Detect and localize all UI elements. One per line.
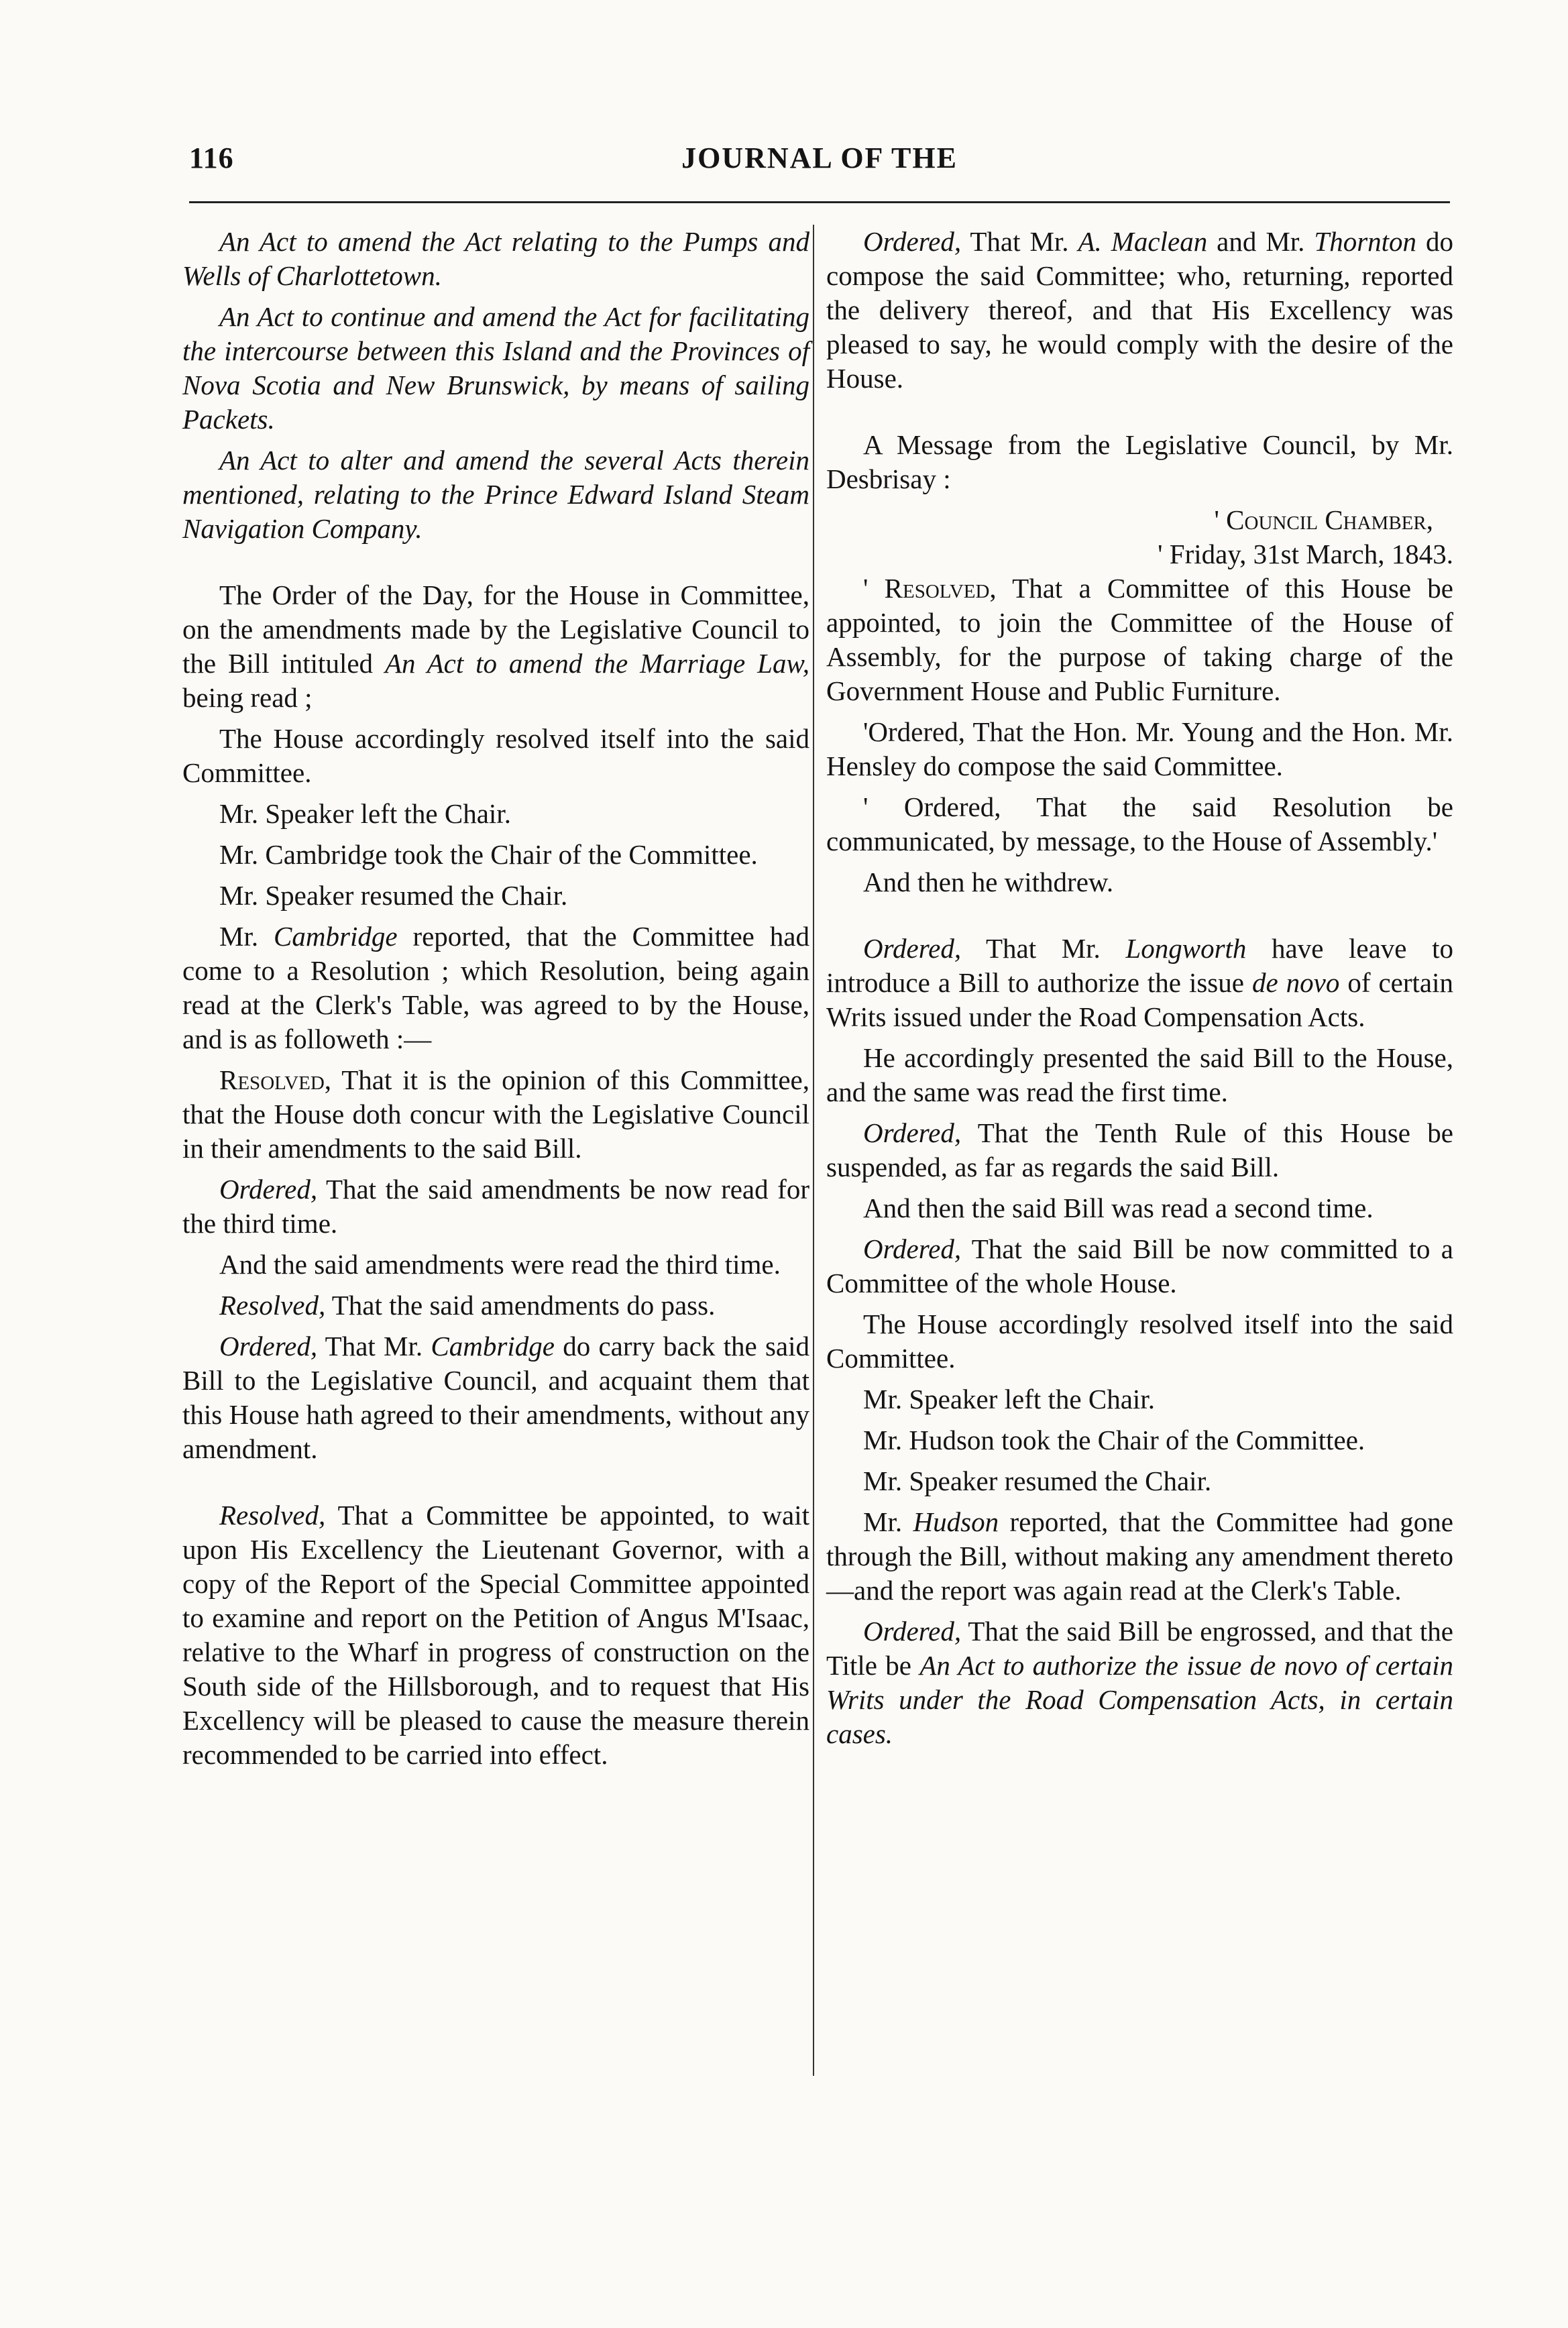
- left-column: [182, 225, 809, 1779]
- ordered-maclean-thornton: Ordered, That Mr. A. Maclean and Mr. Thornton do compose the said Committee; who, returning, reported the delivery thereof, and that His Excellency was pleased to say, he would comply with the desire of the House.: [826, 226, 1454, 394]
- ordered-longworth-bill: Ordered, That Mr. Longworth have leave to introduce a Bill to authorize the issue de novo of certain Writs issued under the Road Compensation Acts.: [826, 933, 1453, 1032]
- cambridge-took-chair: Mr. Cambridge took the Chair of the Committee.: [219, 839, 758, 870]
- ordered-tenth-rule-suspended: Ordered, That the Tenth Rule of this House be suspended, as far as regards the said Bill.: [826, 1117, 1453, 1182]
- hudson-reported: Mr. Hudson reported, that the Committee had gone through the Bill, without making any amendment thereto—and the report was again read at the Clerk's Table.: [826, 1506, 1453, 1606]
- messenger-withdrew: And then he withdrew.: [863, 867, 1114, 897]
- amendments-read-third-time: And the said amendments were read the third time.: [219, 1249, 781, 1280]
- council-resolution: ' Resolved, That a Committee of this House be appointed, to join the Committee of the House of Assembly, for the purpose of taking charge of the Government House and Public Furniture.: [826, 573, 1454, 706]
- ordered-bill-engrossed: Ordered, That the said Bill be engrossed, and that the Title be An Act to authorize the issue de novo of certain Writs under the Road Compensation Acts, in certain cases.: [826, 1616, 1453, 1749]
- act-title-steam-navigation: An Act to alter and amend the several Acts therein mentioned, relating to the Prince Edward Island Steam Navigation Company.: [182, 445, 809, 544]
- page-number: 116: [189, 142, 234, 174]
- column-divider: [813, 225, 814, 2076]
- page-header: [189, 141, 1450, 188]
- bill-read-second-time: And then the said Bill was read a second time.: [863, 1193, 1374, 1223]
- council-chamber-heading: ' Council Chamber,: [1214, 504, 1433, 535]
- resolved-amendments-pass: Resolved, That the said amendments do pass.: [219, 1290, 716, 1321]
- header-rule: [189, 201, 1450, 203]
- ordered-committed-whole-house: Ordered, That the said Bill be now committed to a Committee of the whole House.: [826, 1233, 1453, 1298]
- council-message-intro: A Message from the Legislative Council, by Mr. Desbrisay :: [826, 429, 1453, 494]
- act-title-pumps-wells: An Act to amend the Act relating to the Pumps and Wells of Charlottetown.: [182, 226, 809, 291]
- bill-read-first-time: He accordingly presented the said Bill to the House, and the same was read the first time.: [826, 1042, 1453, 1107]
- hudson-took-chair: Mr. Hudson took the Chair of the Committee.: [863, 1425, 1365, 1455]
- house-resolved-into-committee-2: The House accordingly resolved itself into the said Committee.: [826, 1309, 1453, 1374]
- house-resolved-into-committee: The House accordingly resolved itself into the said Committee.: [182, 723, 809, 788]
- council-ordered-communicate: ' Ordered, That the said Resolution be communicated, by message, to the House of Assembly.': [826, 791, 1453, 856]
- cambridge-reported: Mr. Cambridge reported, that the Committee had come to a Resolution ; which Resolution, being again read at the Clerk's Table, was agreed to by the House, and is as followeth :—: [182, 921, 809, 1054]
- speaker-resumed-chair-2: Mr. Speaker resumed the Chair.: [863, 1465, 1212, 1496]
- resolved-wharf-committee: Resolved, That a Committee be appointed, to wait upon His Excellency the Lieutenant Governor, with a copy of the Report of the Special Committee appointed to examine and report on the Petition of Angus M'Isaac, relative to the Wharf in progress of construction on the South side of the Hillsborough, and to request that His Excellency will be pleased to cause the measure therein recommended to be carried into effect.: [182, 1500, 809, 1770]
- council-ordered-young-hensley: 'Ordered, That the Hon. Mr. Young and the Hon. Mr. Hensley do compose the said Committee.: [826, 716, 1453, 781]
- speaker-left-chair: Mr. Speaker left the Chair.: [219, 798, 511, 829]
- resolution-concur: Resolved, That it is the opinion of this Committee, that the House doth concur with the Legislative Council in their amendments to the said Bill.: [182, 1064, 809, 1164]
- right-column: [826, 225, 1453, 1758]
- order-of-the-day: The Order of the Day, for the House in Committee, on the amendments made by the Legislative Council to the Bill intituled An Act to amend the Marriage Law, being read ;: [182, 579, 810, 713]
- act-title-sailing-packets: An Act to continue and amend the Act for facilitating the intercourse between this Island and the Provinces of Nova Scotia and New Brunswick, by means of sailing Packets.: [182, 301, 809, 435]
- speaker-resumed-chair: Mr. Speaker resumed the Chair.: [219, 880, 568, 911]
- running-head: JOURNAL OF THE: [681, 142, 958, 174]
- ordered-carry-back-bill: Ordered, That Mr. Cambridge do carry back the said Bill to the Legislative Council, and acquaint them that this House hath agreed to their amendments, without any amendment.: [182, 1331, 809, 1464]
- speaker-left-chair-2: Mr. Speaker left the Chair.: [863, 1384, 1155, 1415]
- council-message-date: ' Friday, 31st March, 1843.: [1158, 539, 1453, 569]
- ordered-third-reading: Ordered, That the said amendments be now read for the third time.: [182, 1174, 809, 1239]
